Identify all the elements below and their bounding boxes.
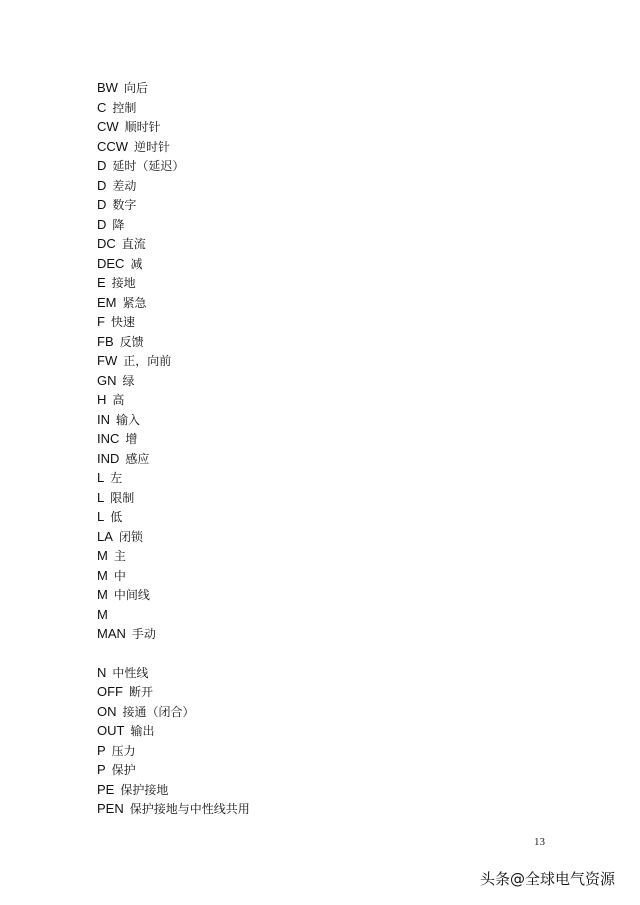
abbreviation: IND xyxy=(97,450,120,466)
abbreviation: EM xyxy=(97,294,117,310)
list-item xyxy=(97,371,250,391)
abbreviation: IN xyxy=(97,411,110,427)
list-item xyxy=(97,273,250,293)
list-item xyxy=(97,332,250,352)
page-number: 13 xyxy=(534,836,545,848)
list-item xyxy=(97,176,250,196)
list-item xyxy=(97,682,250,702)
meaning: 直流 xyxy=(121,237,146,251)
meaning: 手动 xyxy=(131,627,156,641)
abbreviation: L xyxy=(97,470,105,485)
list-item xyxy=(97,312,250,332)
meaning: 感应 xyxy=(125,451,150,466)
meaning: 保护 xyxy=(111,763,136,777)
abbreviation: F xyxy=(97,314,105,329)
list-item xyxy=(97,449,250,469)
list-item xyxy=(97,566,250,586)
meaning: 主 xyxy=(113,549,126,563)
meaning: 闭锁 xyxy=(118,529,143,544)
list-item xyxy=(97,390,250,410)
list-item xyxy=(97,468,250,488)
abbreviation: D xyxy=(97,158,107,173)
abbreviation: GN xyxy=(97,372,117,388)
abbreviation: L xyxy=(97,509,105,524)
abbreviation: N xyxy=(97,664,107,680)
meaning: 中 xyxy=(113,568,126,583)
list-item xyxy=(97,195,250,215)
list-item xyxy=(97,546,250,566)
abbreviation: MAN xyxy=(97,626,126,641)
abbreviation: P xyxy=(97,742,106,758)
abbreviation: H xyxy=(97,392,107,407)
list-item xyxy=(97,215,250,235)
meaning: 控制 xyxy=(112,100,137,115)
abbreviation-list xyxy=(97,78,250,819)
meaning: 向后 xyxy=(123,81,148,95)
meaning: 保护接地与中性线共用 xyxy=(129,802,250,816)
abbreviation: DC xyxy=(97,236,116,251)
list-item xyxy=(97,799,250,819)
meaning: 增 xyxy=(125,432,138,446)
list-item xyxy=(97,488,250,508)
abbreviation: PE xyxy=(97,781,115,797)
meaning: 快速 xyxy=(110,315,135,329)
abbreviation: LA xyxy=(97,528,113,544)
list-item xyxy=(97,410,250,430)
abbreviation: D xyxy=(97,177,107,193)
list-item xyxy=(97,780,250,800)
list-item xyxy=(97,760,250,780)
meaning: 接地 xyxy=(111,276,136,290)
list-item xyxy=(97,351,250,371)
meaning: 接通（闭合） xyxy=(122,704,195,719)
list-item xyxy=(97,663,250,683)
abbreviation: D xyxy=(97,216,107,232)
abbreviation: M xyxy=(97,606,108,622)
list-item xyxy=(97,527,250,547)
meaning: 差动 xyxy=(112,178,137,193)
meaning: 输出 xyxy=(130,724,155,738)
list-item xyxy=(97,702,250,722)
abbreviation: L xyxy=(97,489,105,505)
list-item xyxy=(97,624,250,644)
meaning: 正，向前 xyxy=(123,354,172,368)
abbreviation: M xyxy=(97,587,108,602)
abbreviation: OFF xyxy=(97,684,123,699)
blank-line xyxy=(97,644,250,663)
list-item xyxy=(97,507,250,527)
meaning: 输入 xyxy=(116,412,141,427)
meaning: 低 xyxy=(110,510,123,524)
meaning: 压力 xyxy=(111,743,136,758)
meaning: 逆时针 xyxy=(134,139,171,154)
abbreviation: M xyxy=(97,567,108,583)
list-item xyxy=(97,234,250,254)
list-item xyxy=(97,585,250,605)
list-item xyxy=(97,741,250,761)
abbreviation: ON xyxy=(97,703,117,719)
list-item xyxy=(97,137,250,157)
list-item xyxy=(97,254,250,274)
abbreviation: INC xyxy=(97,431,120,446)
abbreviation: FW xyxy=(97,353,118,368)
list-item xyxy=(97,78,250,98)
meaning: 绿 xyxy=(122,373,135,388)
abbreviation: PEN xyxy=(97,801,124,816)
list-item xyxy=(97,117,250,137)
abbreviation: D xyxy=(97,197,107,212)
list-item xyxy=(97,98,250,118)
meaning: 高 xyxy=(112,393,125,407)
abbreviation: E xyxy=(97,275,106,290)
meaning: 保护接地 xyxy=(120,782,169,797)
list-item xyxy=(97,429,250,449)
list-item xyxy=(97,156,250,176)
abbreviation: DEC xyxy=(97,255,125,271)
abbreviation: CW xyxy=(97,119,119,134)
meaning: 中间线 xyxy=(113,588,150,602)
abbreviation: BW xyxy=(97,80,118,95)
abbreviation: CCW xyxy=(97,138,129,154)
meaning: 延时（延迟） xyxy=(112,159,185,173)
meaning: 断开 xyxy=(129,685,154,699)
watermark-text: 头条@全球电气资源 xyxy=(480,870,616,888)
meaning: 降 xyxy=(112,217,125,232)
abbreviation: P xyxy=(97,762,106,777)
abbreviation: FB xyxy=(97,333,114,349)
meaning: 顺时针 xyxy=(124,120,161,134)
abbreviation: OUT xyxy=(97,723,125,738)
meaning: 反馈 xyxy=(119,334,144,349)
meaning: 减 xyxy=(130,256,143,271)
meaning: 紧急 xyxy=(122,295,147,310)
abbreviation: M xyxy=(97,548,108,563)
meaning: 左 xyxy=(110,471,123,485)
list-item xyxy=(97,721,250,741)
meaning: 数字 xyxy=(112,198,137,212)
list-item xyxy=(97,605,250,625)
meaning: 限制 xyxy=(110,490,135,505)
list-item xyxy=(97,293,250,313)
meaning: 中性线 xyxy=(112,665,149,680)
abbreviation: C xyxy=(97,99,107,115)
